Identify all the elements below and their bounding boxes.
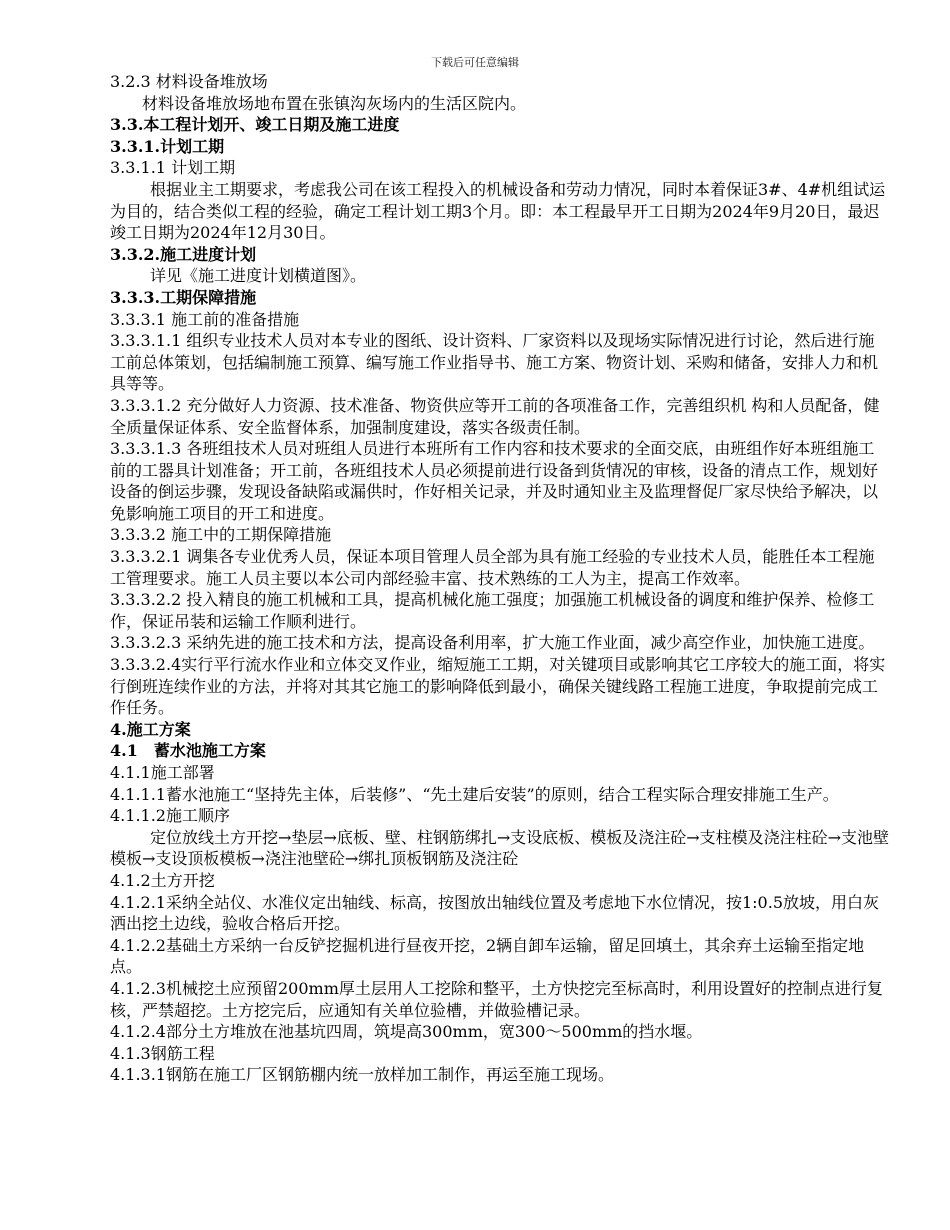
paragraph: 3.3.3.2.4实行平行流水作业和立体交叉作业，缩短施工工期，对关键项目或影响其它工序较大的施工面，将实行倒班连续作业的方法，并将对其其它施工的影响降低到最小，确保关键线路工程施工进度，争取提前完成工作任务。	[110, 655, 886, 718]
paragraph: 根据业主工期要求，考虑我公司在该工程投入的机械设备和劳动力情况，同时本着保证3#、4#机组试运为目的，结合类似工程的经验，确定工程计划工期3个月。即：本工程最早开工日期为2024年9月20日，最迟竣工日期为2024年12月30日。	[110, 179, 886, 243]
paragraph: 4.1.1.2施工顺序	[110, 806, 230, 826]
section-heading: 3.3.2.施工进度计划	[110, 244, 257, 264]
paragraph: 详见《施工进度计划横道图》。	[150, 266, 367, 286]
paragraph: 3.3.1.1 计划工期	[110, 158, 236, 178]
page-header: 下载后可任意编辑	[431, 56, 519, 69]
paragraph: 3.3.3.1.2 充分做好人力资源、技术准备、物资供应等开工前的各项准备工作，完善组织机 构和人员配备，健全质量保证体系、安全监督体系，加强制度建设，落实各级责任制。	[110, 395, 880, 437]
paragraph: 4.1.2.3机械挖土应预留200mm厚土层用人工挖除和整平，土方快挖完至标高时，利用设置好的控制点进行复核，严禁超挖。土方挖完后，应通知有关单位验槽，并做验槽记录。	[110, 978, 883, 1020]
paragraph: 3.3.3.2.2 投入精良的施工机械和工具，提高机械化施工强度；加强施工机械设备的调度和维护保养、检修工作，保证吊装和运输工作顺利进行。	[110, 590, 875, 631]
paragraph: 4.1.1施工部署	[110, 763, 215, 782]
paragraph: 3.3.3.2 施工中的工期保障措施	[110, 525, 332, 545]
document-body	[110, 71, 890, 1086]
paragraph: 4.1.2土方开挖	[110, 870, 215, 890]
paragraph: 4.1.2.4部分土方堆放在池基坑四周，筑堤高300mm，宽300～500mm的挡水堰。	[110, 1022, 703, 1042]
paragraph: 4.1.1.1蓄水池施工“坚持先主体，后装修”、“先土建后安装”的原则，结合工程实际合理安排施工生产。	[110, 784, 839, 804]
section-heading: 3.3.3.工期保障措施	[110, 287, 257, 307]
section-heading: 3.3.1.计划工期	[110, 136, 225, 156]
paragraph: 4.1.2.1采纳全站仪、水准仪定出轴线、标高，按图放出轴线位置及考虑地下水位情况，按1:0.5放坡，用白灰洒出挖土边线，验收合格后开挖。	[110, 892, 879, 934]
paragraph: 定位放线土方开挖→垫层→底板、壁、柱钢筋绑扎→支设底板、模板及浇注砼→支柱模及浇注柱砼→支池壁模板→支设顶板模板→浇注池壁砼→绑扎顶板钢筋及浇注砼	[110, 827, 890, 869]
section-heading: 4.1 蓄水池施工方案	[110, 741, 266, 761]
section-heading: 3.3.本工程计划开、竣工日期及施工进度	[110, 115, 400, 135]
paragraph: 3.2.3 材料设备堆放场	[110, 72, 268, 91]
paragraph: 4.1.2.2基础土方采纳一台反铲挖掘机进行昼夜开挖，2辆自卸车运输，留足回填土，其余弃土运输至指定地点。	[110, 935, 865, 977]
paragraph: 3.3.3.1.3 各班组技术人员对班组人员进行本班所有工作内容和技术要求的全面交底，由班组作好本班组施工前的工器具计划准备；开工前，各班组技术人员必须提前进行设备到货情况的审核，设备的清点工作，规划好设备的倒运步骤，发现设备缺陷或漏供时，作好相关记录，并及时通知业主及监理督促厂家尽快给予解决，以免影响施工项目的开工和进度。	[110, 439, 879, 523]
paragraph: 3.3.3.1 施工前的准备措施	[110, 309, 300, 329]
paragraph: 4.1.3钢筋工程	[110, 1043, 215, 1063]
paragraph: 3.3.3.2.1 调集各专业优秀人员，保证本项目管理人员全部为具有施工经验的专业技术人员，能胜任本工程施工管理要求。施工人员主要以本公司内部经验丰富、技术熟练的工人为主，提高工作效率。	[110, 547, 875, 588]
paragraph: 3.3.3.1.1 组织专业技术人员对本专业的图纸、设计资料、厂家资料以及现场实际情况进行讨论，然后进行施工前总体策划，包括编制施工预算、编写施工作业指导书、施工方案、物资计划、采购和储备，安排人力和机具等等。	[110, 331, 879, 394]
section-heading: 4.施工方案	[110, 719, 191, 739]
paragraph: 3.3.3.2.3 采纳先进的施工技术和方法，提高设备利用率，扩大施工作业面，减少高空作业，加快施工进度。	[110, 633, 875, 653]
paragraph: 材料设备堆放场地布置在张镇沟灰场内的生活区院内。	[142, 93, 527, 113]
paragraph: 4.1.3.1钢筋在施工厂区钢筋棚内统一放样加工制作，再运至施工现场。	[110, 1065, 614, 1085]
